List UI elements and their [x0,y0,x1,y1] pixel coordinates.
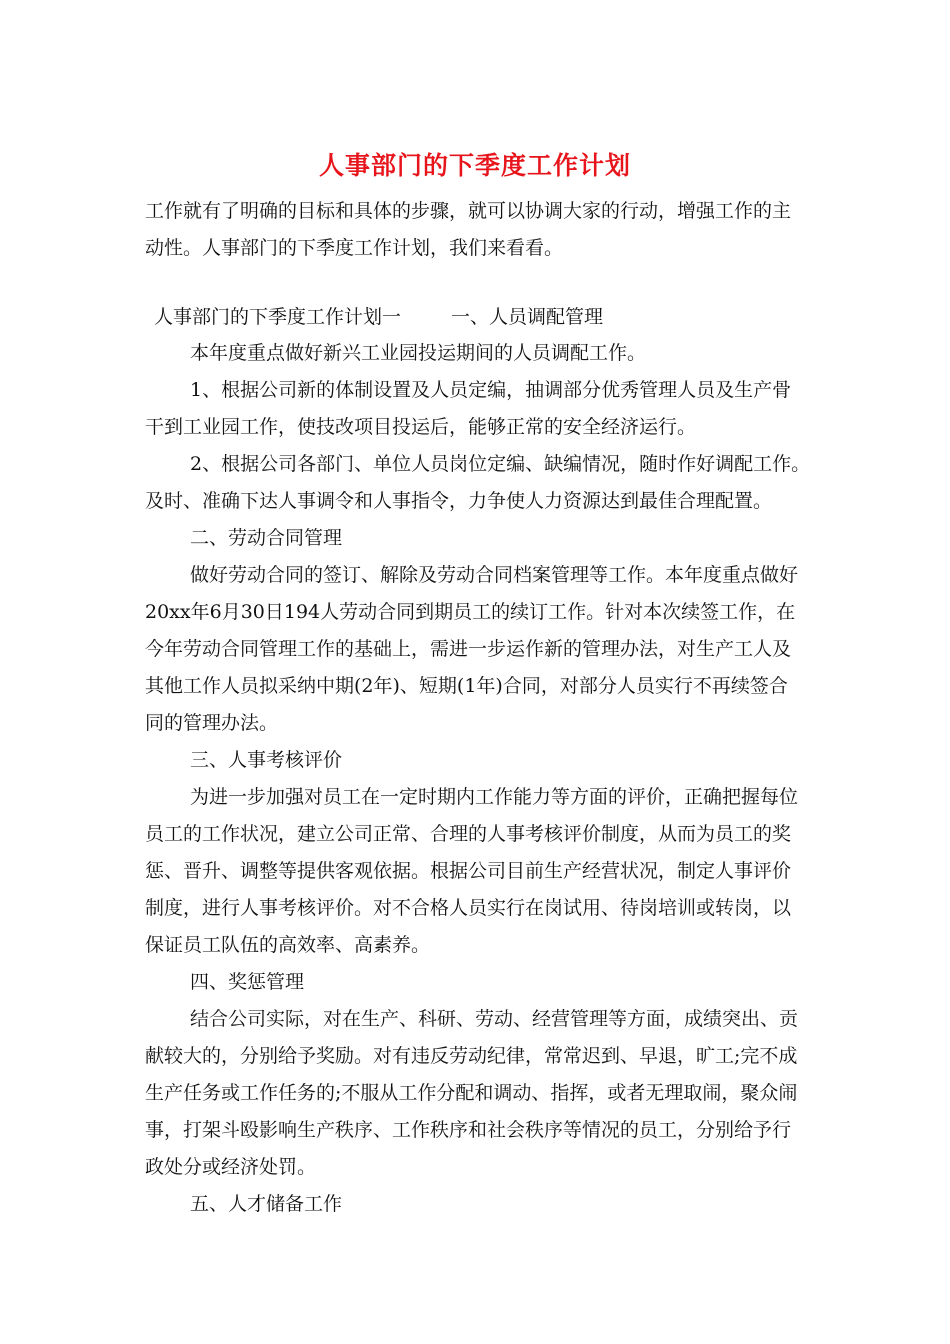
section-heading-4: 四、奖惩管理 [190,971,305,993]
paragraph-line: 制度，进行人事考核评价。对不合格人员实行在岗试用、待岗培训或转岗，以 [145,897,792,919]
section-heading-2: 二、劳动合同管理 [190,527,343,549]
page-title: 人事部门的下季度工作计划 [318,151,631,180]
paragraph-line: 事，打架斗殴影响生产秩序、工作秩序和社会秩序等情况的员工，分别给予行 [145,1119,792,1141]
paragraph-line: 员工的工作状况，建立公司正常、合理的人事考核评价制度，从而为员工的奖 [145,823,792,845]
paragraph-line: 其他工作人员拟采纳中期(2年)、短期(1年)合同，对部分人员实行不再续签合 [145,675,788,697]
paragraph-line: 及时、准确下达人事调令和人事指令，力争使人力资源达到最佳合理配置。 [145,490,773,512]
paragraph-line: 做好劳动合同的签订、解除及劳动合同档案管理等工作。本年度重点做好 [190,564,799,586]
paragraph-line: 1、根据公司新的体制设置及人员定编，抽调部分优秀管理人员及生产骨 [190,379,792,401]
paragraph-line: 献较大的，分别给予奖励。对有违反劳动纪律，常常迟到、早退，旷工;完不成 [145,1045,798,1067]
paragraph-line: 惩、晋升、调整等提供客观依据。根据公司目前生产经营状况，制定人事评价 [145,860,792,882]
paragraph-line: 结合公司实际，对在生产、科研、劳动、经营管理等方面，成绩突出、贡 [190,1008,799,1030]
paragraph-line: 2、根据公司各部门、单位人员岗位定编、缺编情况，随时作好调配工作。 [190,453,811,475]
section-heading-5: 五、人才储备工作 [190,1193,343,1215]
paragraph-line: 生产任务或工作任务的;不服从工作分配和调动、指挥，或者无理取闹，聚众闹 [145,1082,798,1104]
paragraph-line: 20xx年6月30日194人劳动合同到期员工的续订工作。针对本次续签工作，在 [145,601,796,623]
section-heading-3: 三、人事考核评价 [190,749,343,771]
paragraph-line: 同的管理办法。 [145,712,279,734]
plan-heading: 人事部门的下季度工作计划一 [154,306,402,328]
paragraph-line: 本年度重点做好新兴工业园投运期间的人员调配工作。 [190,342,647,364]
paragraph-line: 干到工业园工作，使技改项目投运后，能够正常的安全经济运行。 [145,416,697,438]
intro-line-2: 动性。人事部门的下季度工作计划，我们来看看。 [145,237,564,259]
paragraph-line: 为进一步加强对员工在一定时期内工作能力等方面的评价，正确把握每位 [190,786,799,808]
paragraph-line: 政处分或经济处罚。 [145,1156,317,1178]
section-heading-1: 一、人员调配管理 [451,306,604,328]
paragraph-line: 今年劳动合同管理工作的基础上，需进一步运作新的管理办法，对生产工人及 [145,638,792,660]
paragraph-line: 保证员工队伍的高效率、高素养。 [145,934,431,956]
intro-line-1: 工作就有了明确的目标和具体的步骤，就可以协调大家的行动，增强工作的主 [145,200,792,222]
